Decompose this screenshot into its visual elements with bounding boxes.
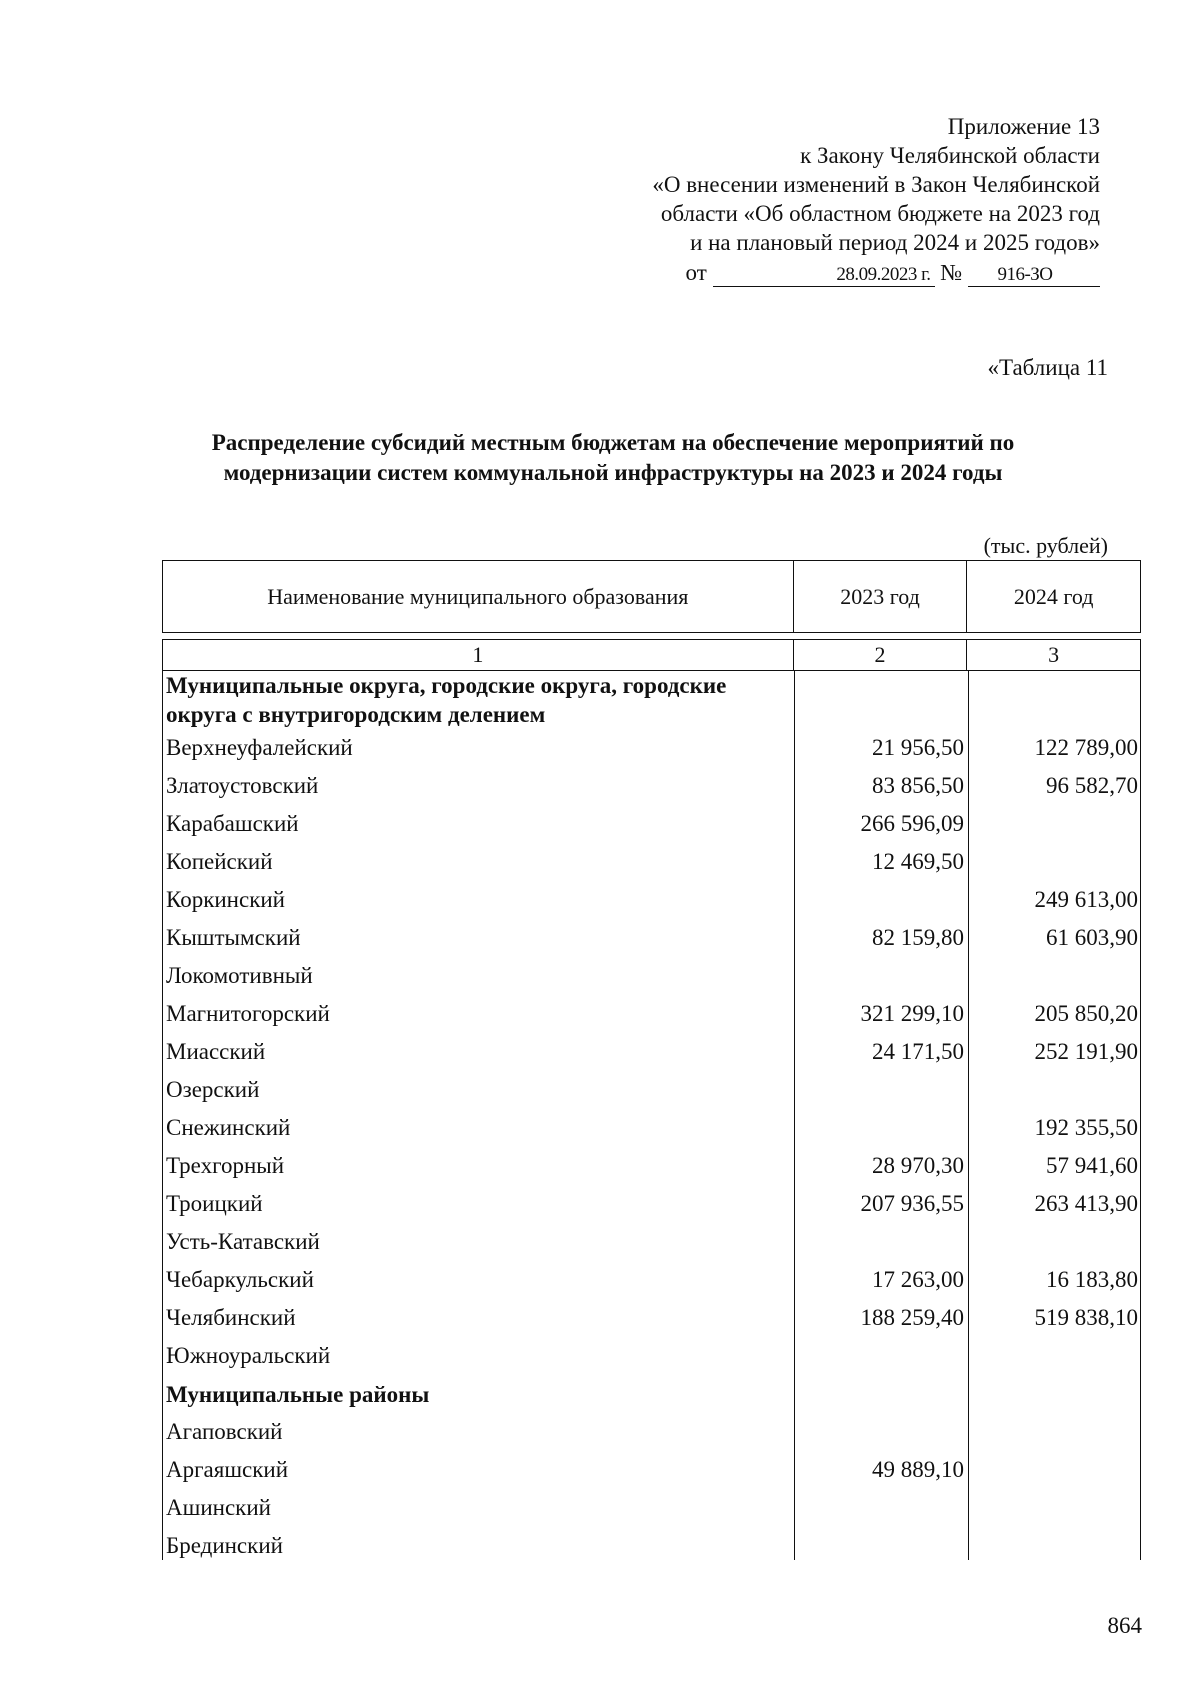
municipality-name: Локомотивный [166,963,313,988]
table-row [163,1033,1139,1071]
municipality-name: Миасский [166,1039,266,1064]
table-row [163,767,1139,805]
municipality-name: Карабашский [166,811,299,836]
municipality-name: Троицкий [166,1191,263,1216]
column-number: 1 [163,640,794,670]
table-row [163,881,1139,919]
municipality-name: Трехгорный [166,1153,285,1178]
municipality-name: Верхнеуфалейский [166,735,353,760]
law-date-number [652,258,1100,287]
document-title: Распределение субсидий местным бюджетам на обеспечение мероприятий по модернизации систем коммунальной инфраструктуры на 2023 и 2024 годы [211,430,1015,485]
value-2024: 519 838,10 [1034,1305,1138,1330]
municipality-name: Челябинский [166,1305,296,1330]
municipality-name: Усть-Катавский [166,1229,320,1254]
page-number: 864 [1107,1613,1142,1638]
table-body [162,671,1141,1560]
municipality-name: Златоустовский [166,773,319,798]
table-row [163,919,1139,957]
municipality-name: Кыштымский [166,925,301,950]
table-row [163,1337,1139,1375]
law-date: 28.09.2023 г. [713,264,935,287]
value-2023: 207 936,55 [860,1191,964,1216]
municipality-name: Снежинский [166,1115,291,1140]
table-row [163,1261,1139,1299]
header-2024: 2024 год [1013,583,1094,609]
value-2023: 12 469,50 [872,849,964,874]
municipality-name: Ашинский [166,1495,271,1520]
annex-line: и на плановый период 2024 и 2025 годов» [690,230,1100,255]
value-2024: 252 191,90 [1034,1039,1138,1064]
section-title: Муниципальные округа, городские округа, городские округа с внутригородским делением [166,673,727,727]
table-header [162,560,1141,633]
section-title: Муниципальные районы [166,1381,430,1407]
table-row [163,1299,1139,1337]
annex-line: Приложение 13 [947,114,1100,139]
header-name: Наименование муниципального образования [163,561,794,632]
table-row [163,843,1139,881]
table-row [163,957,1139,995]
value-2023: 21 956,50 [872,735,964,760]
date-prefix: от [685,260,707,285]
municipality-name: Брединский [166,1533,283,1558]
value-2024: 205 850,20 [1034,1001,1138,1026]
value-2024: 122 789,00 [1034,735,1138,760]
value-2023: 17 263,00 [872,1267,964,1292]
value-2024: 249 613,00 [1034,887,1138,912]
law-number: 916-ЗО [968,264,1100,287]
header-2023: 2023 год [794,561,968,632]
value-2024: 57 941,60 [1046,1153,1138,1178]
subsidy-table [162,560,1141,1560]
table-row [163,729,1139,767]
table-row [163,1451,1139,1489]
value-2023: 49 889,10 [872,1457,964,1482]
table-row [163,805,1139,843]
table-row [163,1147,1139,1185]
value-2023: 83 856,50 [872,773,964,798]
number-prefix: № [940,260,963,285]
annex-line: области «Об областном бюджете на 2023 год [660,201,1100,226]
municipality-name: Коркинский [166,887,285,912]
annex-line: «О внесении изменений в Закон Челябинской [652,172,1100,197]
value-2024: 192 355,50 [1034,1115,1138,1140]
annex-header [652,112,1100,287]
table-row [163,1071,1139,1109]
table-row [163,995,1139,1033]
municipality-name: Озерский [166,1077,260,1102]
value-2024: 96 582,70 [1046,773,1138,798]
column-number: 2 [794,640,968,670]
municipality-name: Южноуральский [166,1343,331,1368]
table-row [163,1185,1139,1223]
column-number: 3 [1048,642,1060,667]
value-2023: 28 970,30 [872,1153,964,1178]
value-2024: 263 413,90 [1034,1191,1138,1216]
municipality-name: Агаповский [166,1419,283,1444]
table-row [163,1223,1139,1261]
table-row [163,1489,1139,1527]
column-numbers [162,639,1141,671]
section-heading [163,671,1139,729]
table-row [163,1109,1139,1147]
municipality-name: Копейский [166,849,273,874]
municipality-name: Магнитогорский [166,1001,330,1026]
value-2023: 188 259,40 [860,1305,964,1330]
value-2023: 82 159,80 [872,925,964,950]
units-label: (тыс. рублей) [983,533,1108,558]
table-row [163,1413,1139,1451]
value-2023: 321 299,10 [860,1001,964,1026]
table-label: «Таблица 11 [987,355,1108,380]
value-2024: 61 603,90 [1046,925,1138,950]
value-2024: 16 183,80 [1046,1267,1138,1292]
municipality-name: Чебаркульский [166,1267,314,1292]
value-2023: 24 171,50 [872,1039,964,1064]
table-row [163,1527,1139,1565]
annex-line: к Закону Челябинской области [800,143,1100,168]
table-rows [163,671,1139,1565]
section-heading [163,1375,1139,1413]
value-2023: 266 596,09 [860,811,964,836]
municipality-name: Аргаяшский [166,1457,289,1482]
